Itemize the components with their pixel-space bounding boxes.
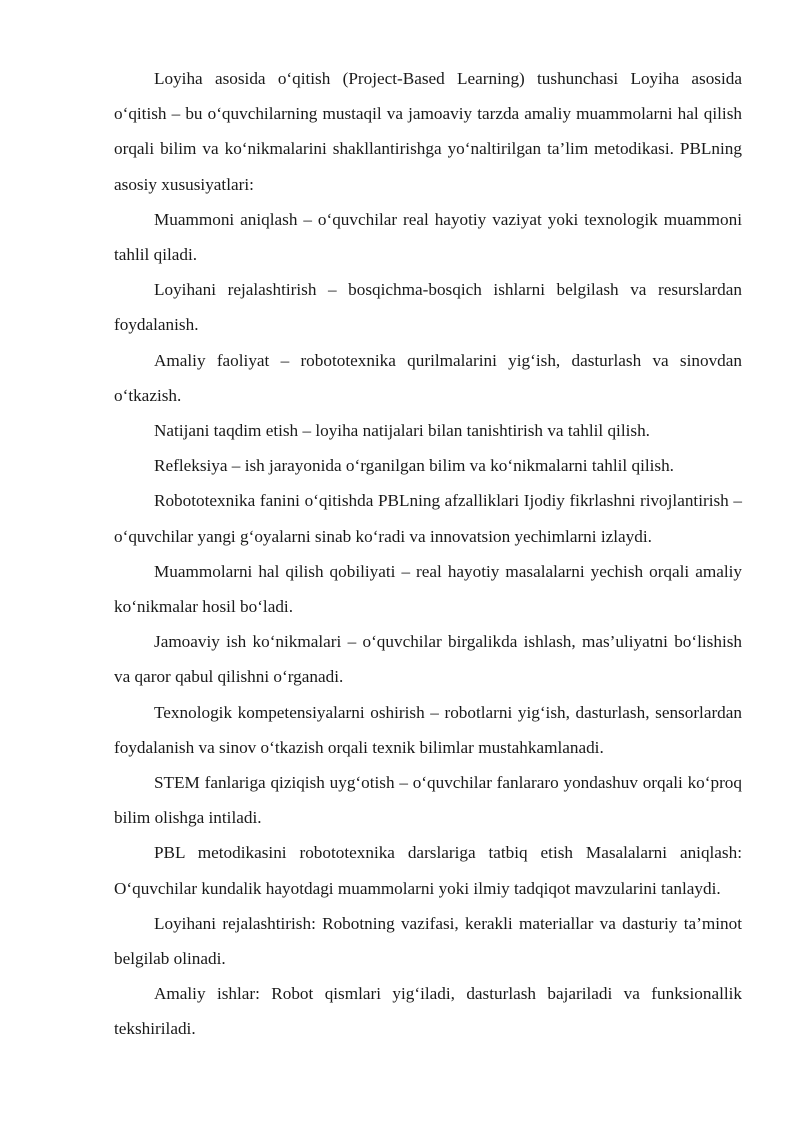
paragraph-tech-competence: Texnologik kompetensiyalarni oshirish – robotlarni yig‘ish, dasturlash, sensorlardan foydalanish va sinov o‘tkazish orqali texnik bilimlar mustahkamlanadi. xyxy=(114,702,742,757)
paragraph-problem-solving: Muammolarni hal qilish qobiliyati – real hayotiy masalalarni yechish orqali amaliy ko‘nikmalar hosil bo‘ladi. xyxy=(114,561,742,617)
paragraph-result-presentation: Natijani taqdim etish – loyiha natijalari bilan tanishtirish va tahlil qilish. xyxy=(154,421,650,441)
paragraph-project-planning: Loyihani rejalashtirish – bosqichma-bosqich ishlarni belgilash va resurslardan foydalanish. xyxy=(114,280,742,335)
paragraph-problem-identification: Muammoni aniqlash – o‘quvchilar real hayotiy vaziyat yoki texnologik muammoni tahlil qiladi. xyxy=(114,209,742,265)
paragraph-teamwork: Jamoaviy ish ko‘nikmalari – o‘quvchilar birgalikda ishlash, mas’uliyatni bo‘lishish va qaror qabul qilishni o‘rganadi. xyxy=(114,632,742,687)
paragraph-project-plan-details: Loyihani rejalashtirish: Robotning vazifasi, kerakli materiallar va dasturiy ta’minot belgilab olinadi. xyxy=(114,913,742,969)
document-body xyxy=(114,61,742,1047)
paragraph-pbl-advantages: Robototexnika fanini o‘qitishda PBLning afzalliklari Ijodiy fikrlashni rivojlantirish – o‘quvchilar yangi g‘oyalarni sinab ko‘radi va innovatsion yechimlarni izlaydi. xyxy=(114,491,742,546)
paragraph-practical-work: Amaliy ishlar: Robot qismlari yig‘iladi, dasturlash bajariladi va funksionallik tekshiriladi. xyxy=(114,984,742,1039)
paragraph-pbl-application: PBL metodikasini robototexnika darslariga tatbiq etish Masalalarni aniqlash: O‘quvchilar kundalik hayotdagi muammolarni yoki ilmiy tadqiqot mavzularini tanlaydi. xyxy=(114,843,742,898)
paragraph-practical-activity: Amaliy faoliyat – robototexnika qurilmalarini yig‘ish, dasturlash va sinovdan o‘tkazish. xyxy=(114,350,742,405)
paragraph-pbl-concept: Loyiha asosida o‘qitish (Project-Based Learning) tushunchasi Loyiha asosida o‘qitish – bu o‘quvchilarning mustaqil va jamoaviy tarzda amaliy muammolarni hal qilish orqali bilim va ko‘nikmalarini shakllantirishga yo‘naltirilgan ta’lim metodikasi. PBLning asosiy xususiyatlari: xyxy=(114,69,742,194)
paragraph-stem-interest: STEM fanlariga qiziqish uyg‘otish – o‘quvchilar fanlararo yondashuv orqali ko‘proq bilim olishga intiladi. xyxy=(114,773,742,828)
paragraph-reflection: Refleksiya – ish jarayonida o‘rganilgan bilim va ko‘nikmalarni tahlil qilish. xyxy=(154,456,674,476)
